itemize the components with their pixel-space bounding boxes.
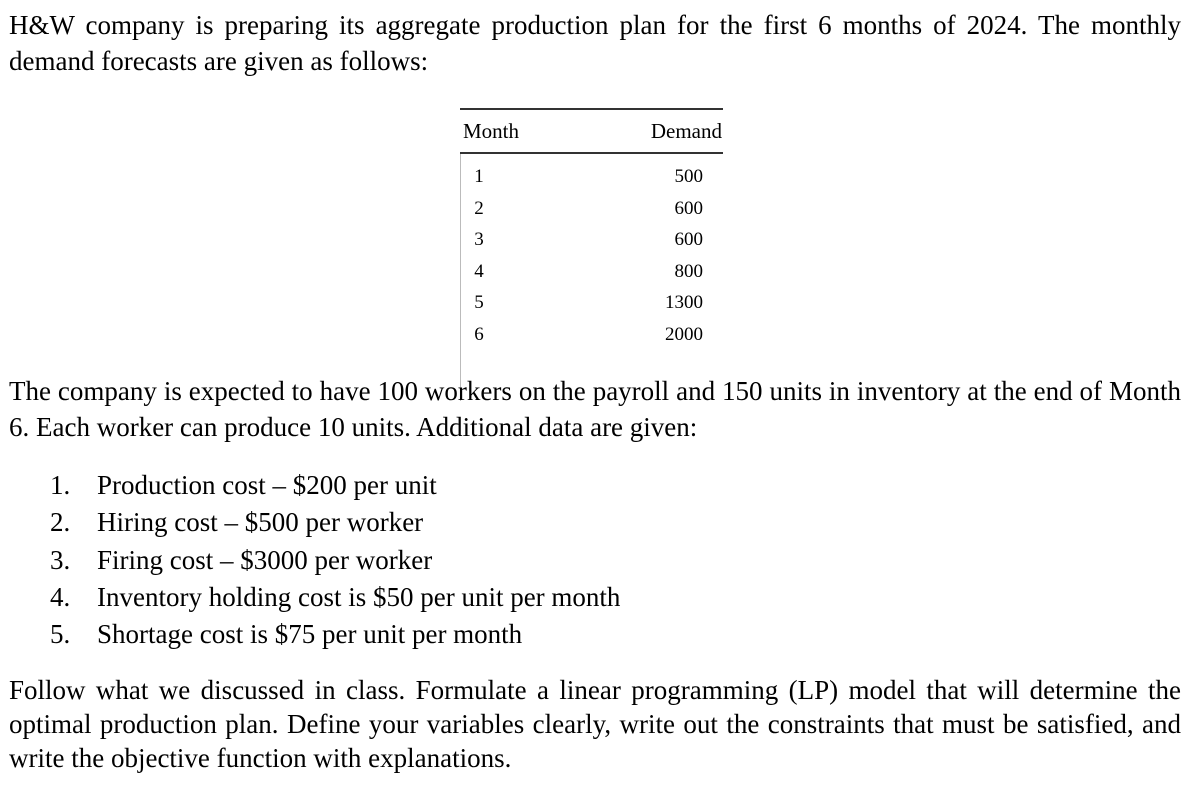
list-text: Production cost – $200 per unit	[97, 470, 437, 500]
demand-cell: 500	[674, 166, 703, 187]
month-cell: 5	[474, 292, 484, 313]
table-header-rule	[460, 152, 723, 154]
list-text: Hiring cost – $500 per worker	[97, 507, 424, 538]
table-row	[460, 256, 723, 288]
list-number: 1.	[50, 470, 71, 500]
demand-header: Demand	[650, 119, 722, 143]
list-text: Inventory holding cost is $50 per unit per month	[97, 581, 621, 612]
table-row	[460, 287, 723, 319]
month-cell: 1	[474, 166, 484, 187]
list-number: 2.	[50, 507, 71, 538]
instructions-paragraph: Follow what we discussed in class. Formulate a linear programming (LP) model that will determine the optimal production plan. Define your variables clearly, write out the constraints that must be satisfied, and write the objective function with explanations.	[9, 675, 1181, 773]
month-header: Month	[463, 119, 520, 143]
table-row	[460, 193, 723, 225]
month-cell: 4	[474, 260, 484, 282]
month-cell: 2	[474, 197, 484, 219]
demand-cell: 1300	[665, 292, 703, 313]
list-text: Shortage cost is $75 per unit per month	[97, 619, 523, 650]
demand-cell: 800	[674, 260, 703, 282]
list-item	[50, 504, 620, 541]
table-top-rule	[460, 108, 723, 110]
list-item	[50, 579, 620, 616]
month-cell: 6	[474, 323, 484, 345]
list-number: 4.	[50, 581, 71, 612]
list-text: Firing cost – $3000 per worker	[97, 544, 433, 575]
month-cell: 3	[474, 229, 484, 250]
demand-cell: 2000	[665, 323, 703, 345]
intro-paragraph: H&W company is preparing its aggregate production plan for the first 6 months of 2024. The monthly demand forecasts are given as follows:	[9, 10, 1181, 76]
table-body	[460, 161, 723, 350]
list-number: 5.	[50, 619, 71, 650]
assumptions-paragraph: The company is expected to have 100 workers on the payroll and 150 units in inventory at the end of Month 6. Each worker can produce 10 units. Additional data are given:	[9, 376, 1181, 442]
table-row	[460, 319, 723, 351]
table-row	[460, 224, 723, 256]
cost-list	[50, 467, 620, 653]
table-row	[460, 161, 723, 193]
list-item	[50, 616, 620, 653]
list-item	[50, 467, 620, 504]
list-item	[50, 542, 620, 579]
list-number: 3.	[50, 544, 71, 575]
demand-cell: 600	[674, 197, 703, 219]
demand-cell: 600	[674, 229, 703, 250]
